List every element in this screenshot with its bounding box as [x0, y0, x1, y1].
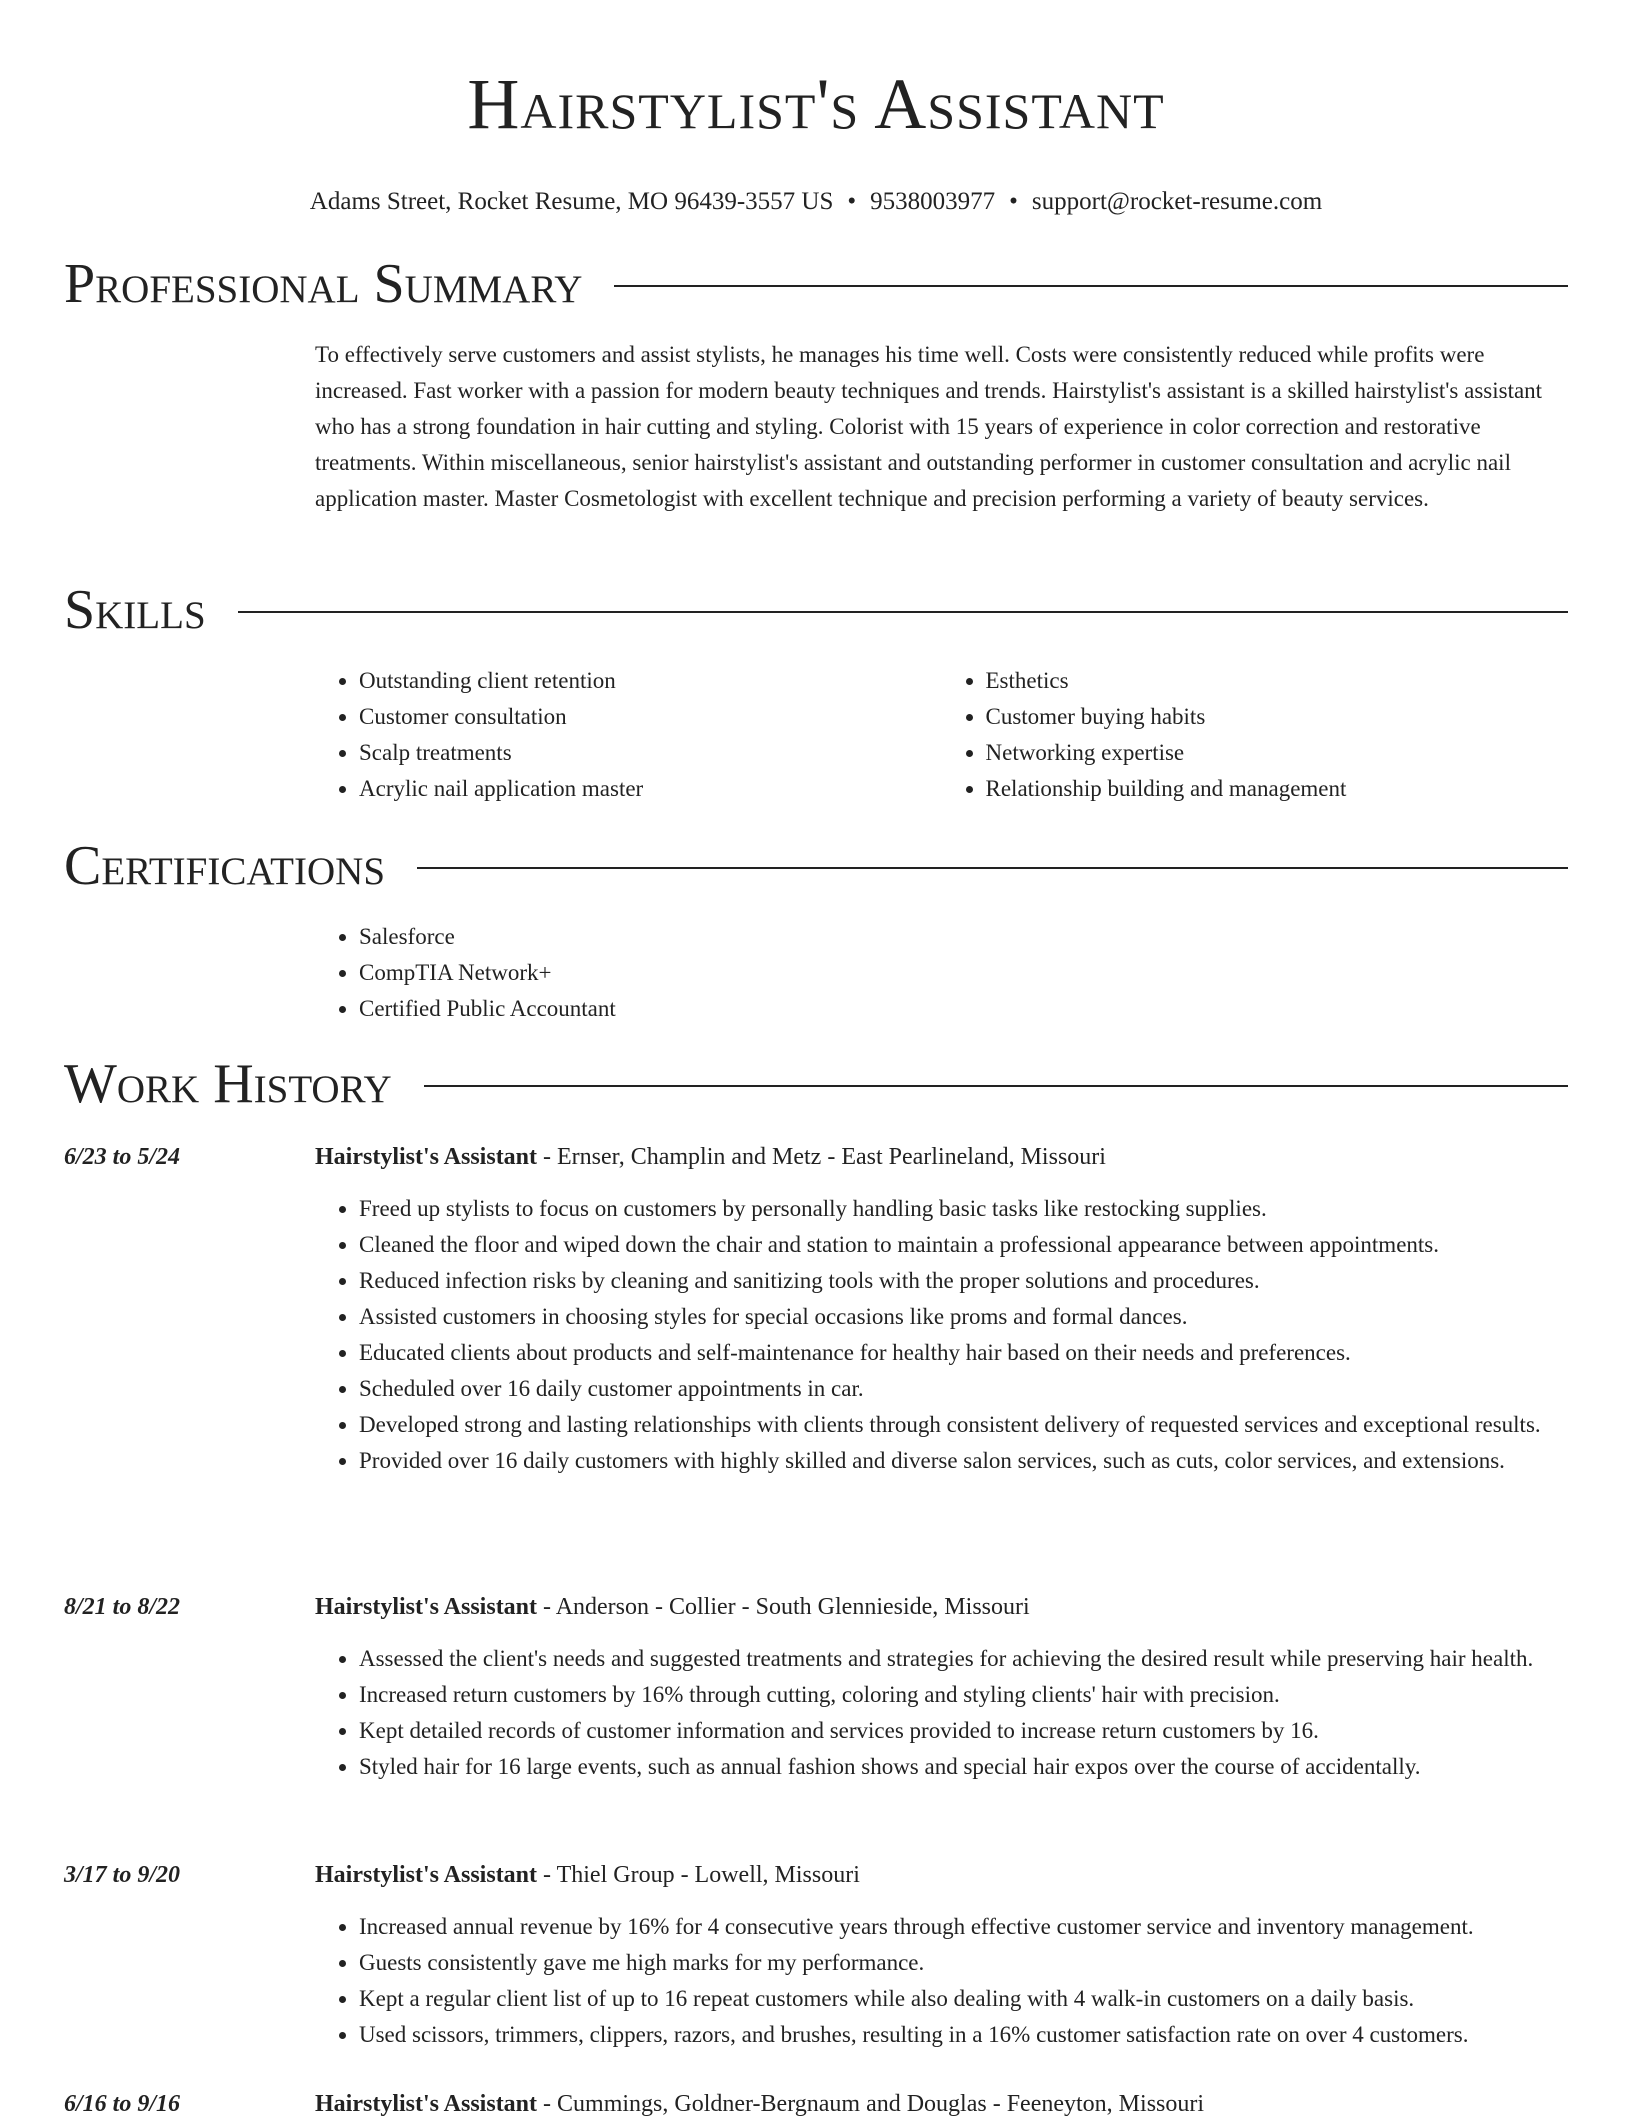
certifications-section	[315, 919, 1568, 1027]
job-bullet: • Increased return customers by 16% through cutting, coloring and styling clients' hair with precision.	[359, 1677, 1568, 1713]
skill-item: • Acrylic nail application master	[359, 771, 942, 807]
job-company: - Cummings, Goldner-Bergnaum and Douglas - Feeneyton, Missouri	[537, 2091, 1205, 2117]
section-divider	[238, 611, 1568, 613]
skill-item: • Esthetics	[986, 663, 1569, 699]
section-title-summary: Professional Summary	[64, 253, 583, 315]
skill-item: • Outstanding client retention	[359, 663, 942, 699]
section-title-work-history: Work History	[64, 1053, 392, 1115]
candidate-name: Hairstylist's Assistant	[467, 64, 1165, 144]
job-title-line	[315, 2086, 1568, 2122]
job-bullet: • Scheduled over 16 daily customer appointments in car.	[359, 1371, 1568, 1407]
job-date: 8/21 to 8/22	[64, 1594, 181, 1620]
job-bullet: • Freed up stylists to focus on customers by personally handling basic tasks like restocking supplies.	[359, 1191, 1568, 1227]
work-section-header	[64, 1052, 1568, 1116]
skills-list-right	[942, 663, 1569, 807]
job-bullets	[315, 1191, 1568, 1479]
skills-section	[315, 663, 1568, 807]
job-date: 3/17 to 9/20	[64, 1862, 181, 1888]
email[interactable]: support@rocket-resume.com	[1031, 188, 1323, 215]
job-bullet: • Developed strong and lasting relationships with clients through consistent delivery of requested services and exceptional results.	[359, 1407, 1568, 1443]
job-title: Hairstylist's Assistant	[315, 1144, 538, 1170]
job-company: - Thiel Group - Lowell, Missouri	[537, 1862, 860, 1888]
skill-item: • Networking expertise	[986, 735, 1569, 771]
skills-list-left	[315, 663, 942, 807]
skill-item: • Relationship building and management	[986, 771, 1569, 807]
job-bullets	[315, 1641, 1568, 1785]
job-bullet: • Assessed the client's needs and suggested treatments and strategies for achieving the desired result while preserving hair health.	[359, 1641, 1568, 1677]
summary-text: To effectively serve customers and assist stylists, he manages his time well. Costs were consistently reduced while profits were increased. Fast worker with a passion for modern beauty techniques and trends. Hairstylist's assistant is a skilled hairstylist's assistant who has a strong foundation in hair cutting and styling. Colorist with 15 years of experience in color correction and restorative treatments. Within miscellaneous, senior hairstylist's assistant and outstanding performer in customer consultation and acrylic nail application master. Master Cosmetologist with excellent technique and precision performing a variety of beauty services.	[315, 342, 1543, 511]
job-company: - Anderson - Collier - South Glennieside, Missouri	[537, 1594, 1030, 1620]
job-bullet: • Kept a regular client list of up to 16 repeat customers while also dealing with 4 walk-in customers on a daily basis.	[359, 1981, 1568, 2017]
job-bullet: • Reduced infection risks by cleaning and sanitizing tools with the proper solutions and procedures.	[359, 1263, 1568, 1299]
section-title-skills: Skills	[64, 579, 206, 641]
job-title: Hairstylist's Assistant	[315, 1862, 538, 1888]
job-bullet: • Used scissors, trimmers, clippers, razors, and brushes, resulting in a 16% customer satisfaction rate on over 4 customers.	[359, 2017, 1568, 2053]
job-bullet: • Guests consistently gave me high marks for my performance.	[359, 1945, 1568, 1981]
job-bullet: • Cleaned the floor and wiped down the chair and station to maintain a professional appearance between appointments.	[359, 1227, 1568, 1263]
skill-item: • Customer consultation	[359, 699, 942, 735]
phone[interactable]: 9538003977	[870, 188, 996, 215]
job-company: - Ernser, Champlin and Metz - East Pearlineland, Missouri	[537, 1144, 1106, 1170]
job-title: Hairstylist's Assistant	[315, 2091, 538, 2117]
address: Adams Street, Rocket Resume, MO 96439-3557 US	[309, 188, 834, 215]
job-bullet: • Styled hair for 16 large events, such as annual fashion shows and special hair expos over the course of accidentally.	[359, 1749, 1568, 1785]
job-bullet: • Kept detailed records of customer information and services provided to increase return customers by 16.	[359, 1713, 1568, 1749]
separator: •	[847, 188, 857, 215]
separator: •	[1009, 188, 1018, 215]
job-bullet: • Increased annual revenue by 16% for 4 consecutive years through effective customer service and inventory management.	[359, 1909, 1568, 1945]
job-date: 6/23 to 5/24	[64, 1144, 181, 1170]
certifications-section-header	[64, 834, 1568, 898]
certification-item: • CompTIA Network+	[359, 955, 1568, 991]
summary-section-header	[64, 252, 1568, 316]
job-bullet: • Assisted customers in choosing styles for special occasions like proms and formal dances.	[359, 1299, 1568, 1335]
section-divider	[424, 1085, 1568, 1087]
skill-item: • Scalp treatments	[359, 735, 942, 771]
contact-line	[0, 186, 1632, 218]
certifications-list	[315, 919, 1568, 1027]
summary-section	[315, 337, 1568, 517]
section-divider	[614, 285, 1568, 287]
job-title-line	[315, 1139, 1568, 1175]
job-bullet: • Provided over 16 daily customers with highly skilled and diverse salon services, such as cuts, color services, and extensions.	[359, 1443, 1568, 1479]
certification-item: • Salesforce	[359, 919, 1568, 955]
section-divider	[417, 867, 1568, 869]
skill-item: • Customer buying habits	[986, 699, 1569, 735]
job-title-line	[315, 1857, 1568, 1893]
job-date: 6/16 to 9/16	[64, 2091, 181, 2117]
skills-grid	[315, 663, 1568, 807]
skills-section-header	[64, 578, 1568, 642]
certification-item: • Certified Public Accountant	[359, 991, 1568, 1027]
section-title-certifications: Certifications	[64, 835, 386, 897]
job-title-line	[315, 1589, 1568, 1625]
job-title: Hairstylist's Assistant	[315, 1594, 538, 1620]
job-bullets	[315, 1909, 1568, 2053]
job-bullet: • Educated clients about products and self-maintenance for healthy hair based on their needs and preferences.	[359, 1335, 1568, 1371]
